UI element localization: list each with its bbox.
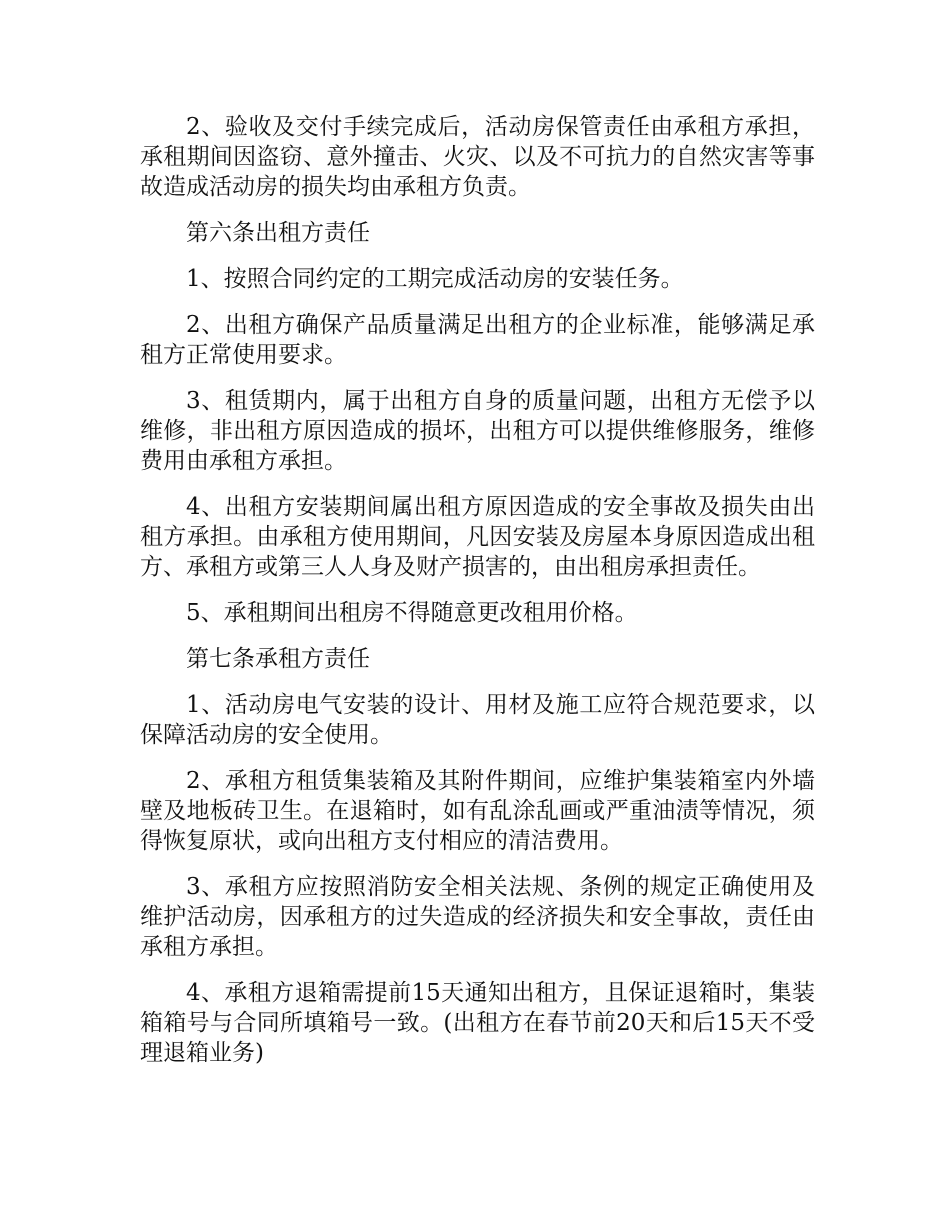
clause-5-item-2: 2、验收及交付手续完成后，活动房保管责任由承租方承担，承租期间因盗窃、意外撞击、火灾、以及不可抗力的自然灾害等事故造成活动房的损失均由承租方负责。 [140, 114, 815, 200]
article-6-item-2: 2、出租方确保产品质量满足出租方的企业标准，能够满足承租方正常使用要求。 [140, 312, 815, 368]
article-7-item-4: 4、承租方退箱需提前15天通知出租方，且保证退箱时，集装箱箱号与合同所填箱号一致。(出租方在春节前20天和后15天不受理退箱业务) [140, 980, 815, 1066]
article-6-item-4: 4、出租方安装期间属出租方原因造成的安全事故及损失由出租方承担。由承租方使用期间，凡因安装及房屋本身原因造成出租方、承租方或第三人人身及财产损害的，由出租房承担责任。 [140, 494, 815, 580]
article-6-item-5: 5、承租期间出租房不得随意更改租用价格。 [186, 600, 638, 626]
article-6-heading: 第六条出租方责任 [186, 220, 370, 246]
document-body [140, 112, 815, 1084]
article-7-heading: 第七条承租方责任 [186, 646, 370, 672]
article-6-item-1: 1、按照合同约定的工期完成活动房的安装任务。 [186, 266, 684, 292]
article-7-item-2: 2、承租方租赁集装箱及其附件期间，应维护集装箱室内外墙壁及地板砖卫生。在退箱时，如有乱涂乱画或严重油渍等情况，须得恢复原状，或向出租方支付相应的清洁费用。 [140, 768, 815, 854]
article-6-item-3: 3、租赁期内，属于出租方自身的质量问题，出租方无偿予以维修，非出租方原因造成的损坏，出租方可以提供维修服务，维修费用由承租方承担。 [140, 388, 815, 474]
article-7-item-3: 3、承租方应按照消防安全相关法规、条例的规定正确使用及维护活动房，因承租方的过失造成的经济损失和安全事故，责任由承租方承担。 [140, 874, 815, 960]
article-7-item-1: 1、活动房电气安装的设计、用材及施工应符合规范要求，以保障活动房的安全使用。 [140, 692, 815, 748]
